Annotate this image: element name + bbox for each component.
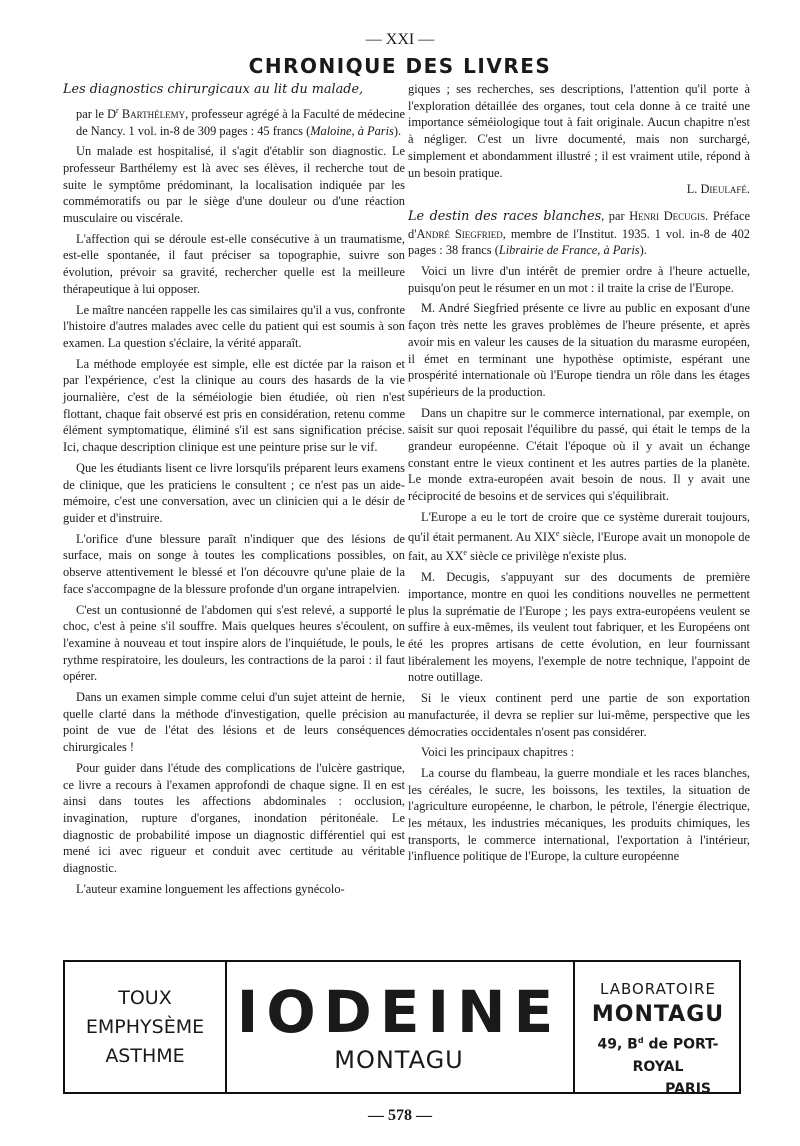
page-title: CHRONIQUE DES LIVRES bbox=[248, 54, 552, 78]
roman-page-number: — XXI — bbox=[365, 31, 435, 48]
ad-brand-panel bbox=[227, 962, 571, 1092]
ad-indications bbox=[65, 962, 227, 1092]
paragraph: L'affection qui se déroule est-elle consécutive à un traumatisme, est-elle spontanée, il faut préciser sa topographie, suivre son évolution, prévoir sa gravité, rechercher quelle est la meilleure thérapeutique à lui opposer. bbox=[63, 231, 405, 296]
paragraph: L'orifice d'une blessure paraît n'indiquer que des lésions de surface, mais on songe à toutes les complications possibles, on observe attentivement le blessé et l'on découvre qu'une plaie de la face s'accompagne de la blessure profonde d'un organe intrapelvien. bbox=[63, 531, 405, 596]
ad-brand-sub: MONTAGU bbox=[334, 1046, 464, 1074]
paragraph: L'auteur examine longuement les affections gynécolo- bbox=[76, 881, 345, 896]
paragraph: Le maître nancéen rappelle les cas similaires qu'il a vus, confronte l'histoire d'autres malades avec celle du patient qui est soumis à son examen. La question s'éclaire, la vérité apparaît. bbox=[63, 302, 405, 350]
paragraph: La méthode employée est simple, elle est dictée par la raison et par l'expérience, c'est la clinique au cours des hasards de la vie journalière, c'est de la séméiologie bien étudiée, où rien n'est flottant, chaque fait observé est pris en considération, retenu comme élément symptomatique, éliminé s'il est sans signification précise. Ici, chaque description clinique est une peinture prise sur le vif. bbox=[63, 356, 405, 455]
paragraph: Pour guider dans l'étude des complications de l'ulcère gastrique, ce livre a recours à l'examen approfondi de chaque signe. Il en est ainsi dans toutes les affections abdominales : occlusion, invagination, rupture d'organes, inondation péritonéale. Le diagnostic de probabilité impose un diagnostic différentiel qui est mené ici avec rigueur et conduit avec certitude au véritable diagnostic. bbox=[63, 760, 405, 876]
paragraph: Voici les principaux chapitres : bbox=[421, 745, 575, 760]
review-1-bibliography: par le $D^r$ Barthélemy, professeur agrégé à la Faculté de médecine de Nancy. 1 vol. in-8 de 309 pages : 45 francs (Maloine, à Paris). bbox=[76, 105, 405, 138]
paragraph: Que les étudiants lisent ce livre lorsqu'ils préparent leurs examens de clinique, que les praticiens le consultent ; ce n'est pas un aide-mémoire, c'est une conversation, avec un clinicien qui a le désir de guider et d'instruire. bbox=[63, 460, 405, 525]
left-column bbox=[63, 81, 405, 901]
ad-indication: TOUX bbox=[118, 987, 172, 1009]
ad-lab-line: LABORATOIRE bbox=[600, 980, 716, 998]
review-2-heading: Le destin des races blanches, par Henri Decugis. Préface d'André Siegfried, membre de l'Institut. 1935. 1 vol. in-8 de 402 pages : 38 francs (Librairie de France, à Paris). bbox=[408, 208, 750, 258]
paragraph: Un malade est hospitalisé, il s'agit d'établir son diagnostic. Le professeur Barthélemy est là avec ses élèves, il recherche tout de suite le symptôme prédominant, la localisation indiquée par les commémoratifs ou par le siège d'une douleur ou d'une réaction musculaire ou viscérale. bbox=[63, 144, 405, 226]
advertisement-box bbox=[63, 960, 741, 1097]
review-1-heading: Les diagnostics chirurgicaux au lit du malade, bbox=[63, 82, 364, 97]
ad-address: 49, $B^d$ de PORT-ROYAL bbox=[597, 1036, 719, 1075]
paragraph: Voici un livre d'un intérêt de premier ordre à l'heure actuelle, puisqu'on peut le résumer en un mot : il traite la crise de l'Europe. bbox=[408, 264, 750, 295]
ad-brand-name: IODEINE bbox=[236, 978, 562, 1046]
ad-lab-name: MONTAGU bbox=[591, 1002, 725, 1027]
ad-laboratory-panel bbox=[573, 962, 741, 1097]
paragraph: giques ; ses recherches, ses descriptions, l'attention qu'il porte à l'exploration détaillée des organes, tout cela donne à ce traité une importance séméiologique tout à fait originale. Aucun chapitre n'est à négliger. C'est un livre documenté, mais non surchargé, simplement et abondamment illustré ; il est vraiment utile, répond à un besoin pratique. bbox=[408, 82, 750, 180]
paragraph: M. André Siegfried présente ce livre au public en exposant d'une façon très nette les graves problèmes de l'heure présente, et après avoir mis en valeur les causes de la situation du marasme européen, il émet en terminant une hypothèse optimiste, espérant une prospérité internationale où l'Europe tiendra un rôle dans les étages supérieurs de la production. bbox=[408, 301, 750, 399]
paragraph: Dans un examen simple comme celui d'un sujet atteint de hernie, quelle clarté dans la méthode d'investigation, quelle précision au point de vue de l'état des lésions et de leurs conséquences chirurgicales ! bbox=[63, 690, 405, 755]
ad-indication: ASTHME bbox=[105, 1045, 185, 1067]
right-column bbox=[408, 81, 750, 869]
paragraph: L'Europe a eu le tort de croire que ce système durerait toujours, qu'il était permanent. Au XIXe siècle, l'Europe avait un monopole de fait, au XXe siècle ce privilège n'existe plus. bbox=[408, 509, 750, 564]
paragraph: La course du flambeau, la guerre mondiale et les races blanches, les céréales, le sucre, les boissons, les textiles, la situation de l'agriculture européenne, le charbon, le pétrole, l'énergie électrique, les métaux, les industries mécaniques, les produits chimiques, les transports, le commerce international, l'exportation à l'intérieur, l'influence politique de l'Europe, la culture européenne bbox=[408, 765, 750, 864]
paragraph: Si le vieux continent perd une partie de son exportation manufacturée, il devra se replier sur lui-même, perspective que les démocraties occidentales n'osent pas considérer. bbox=[408, 691, 750, 739]
paragraph: M. Decugis, s'appuyant sur des documents de première importance, montre en quoi les conditions nouvelles ne permettent plus la suprématie de l'Europe ; les pays extra-européens veulent se suffire à eux-mêmes, ils veulent tout fabriquer, et les Européens ont été les propres artisans de cette évolution, en leur fournissant libéralement les moyens, l'exemple de notre technique, l'appoint de notre outillage. bbox=[408, 570, 750, 685]
paragraph: Dans un chapitre sur le commerce international, par exemple, on saisit sur quoi reposait l'équilibre du passé, qui était le temps de la grandeur européenne. C'était l'époque où il y avait un échange constant entre le vieux continent et les autres parties de la planète. Le monde extra-européen avait besoin de nous. Il y avait une réciprocité de besoins et de services qui s'équilibrait. bbox=[408, 405, 750, 504]
page-number: — 578 — bbox=[368, 1107, 432, 1124]
review-1-signature: L. Dieulafé. bbox=[686, 182, 750, 197]
ad-city: PARIS bbox=[665, 1080, 711, 1097]
ad-indication: EMPHYSÈME bbox=[85, 1016, 205, 1038]
paragraph: C'est un contusionné de l'abdomen qui s'est relevé, a supporté le choc, c'est à peine s'il souffre. Mais quelques heures s'écoulent, on l'examine à nouveau et tout inspire alors de l'inquiétude, le pouls, le rythme respiratoire, les douleurs, les contractions de la paroi : il faut opérer. bbox=[63, 602, 405, 684]
